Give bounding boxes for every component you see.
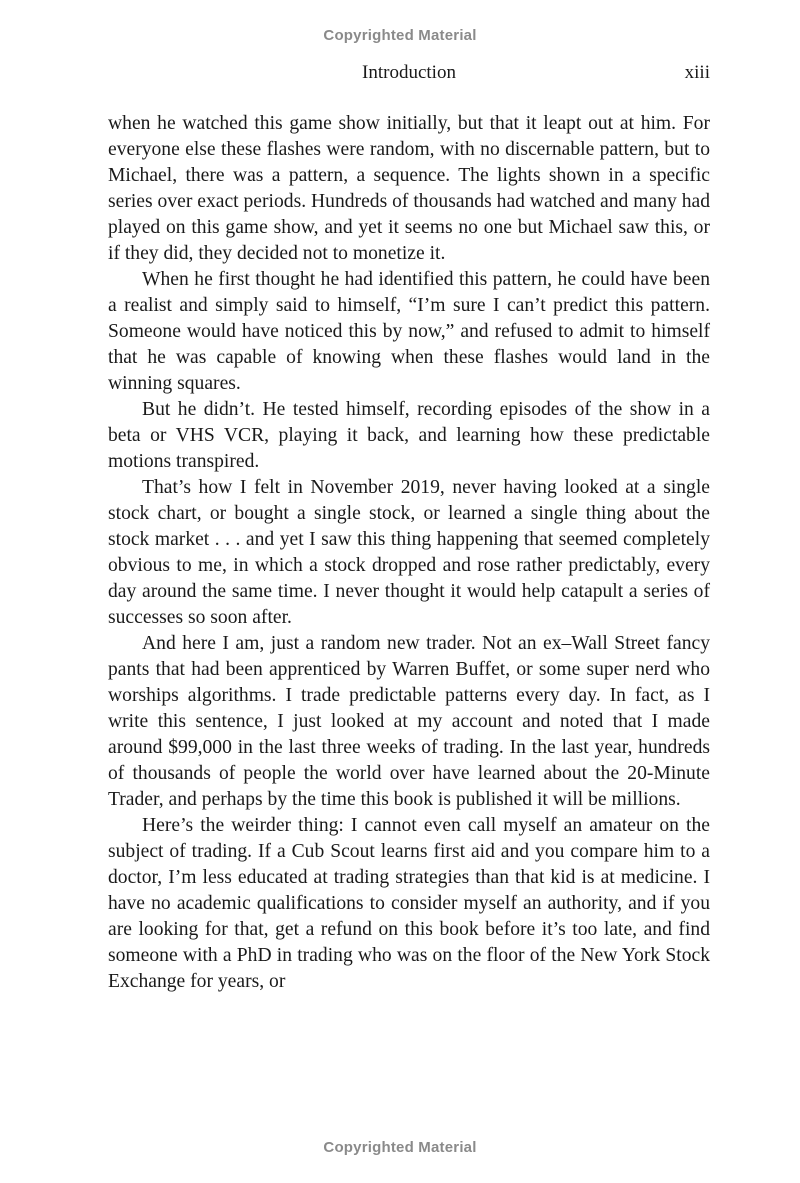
paragraph-continued: when he watched this game show initially, but that it leapt out at him. For everyone else these flashes were random, with no discernable pattern, but to Michael, there was a pattern, a sequence. The lights shown in a specific series over exact periods. Hundreds of thousands had watched and many had played on this game show, and yet it seems no one but Michael saw this, or if they did, they decided not to monetize it. — [108, 113, 710, 264]
paragraph: But he didn’t. He tested himself, recording episodes of the show in a beta or VHS VCR, playing it back, and learning how these predictable motions transpired. — [108, 399, 710, 472]
paragraph: Here’s the weirder thing: I cannot even call myself an amateur on the subject of trading. If a Cub Scout learns first aid and you compare him to a doctor, I’m less educated at trading strategies than that kid is at medicine. I have no academic qualifications to consider myself an authority, and if you are looking for that, get a refund on this book before it’s too late, and find someone with a PhD in trading who was on the floor of the New York Stock Exchange for years, or — [108, 815, 710, 992]
paragraph: When he first thought he had identified this pattern, he could have been a realist and simply said to himself, “I’m sure I can’t predict this pattern. Someone would have noticed this by now,” and refused to admit to himself that he was capable of knowing when these flashes would land in the winning squares. — [108, 269, 710, 394]
running-head — [108, 62, 710, 88]
copyright-watermark-top: Copyrighted Material — [323, 27, 477, 44]
copyright-watermark-bottom: Copyrighted Material — [323, 1139, 477, 1156]
chapter-title: Introduction — [362, 62, 456, 83]
paragraph: That’s how I felt in November 2019, never having looked at a single stock chart, or bought a single stock, or learned a single thing about the stock market . . . and yet I saw this thing happening that seemed completely obvious to me, in which a stock dropped and rose rather predictably, every day around the same time. I never thought it would help catapult a series of successes so soon after. — [108, 477, 710, 628]
body-text — [108, 111, 710, 995]
paragraph: And here I am, just a random new trader. Not an ex–Wall Street fancy pants that had been apprenticed by Warren Buffet, or some super nerd who worships algorithms. I trade predictable patterns every day. In fact, as I write this sentence, I just looked at my account and noted that I made around $99,000 in the last three weeks of trading. In the last year, hundreds of thousands of people the world over have learned about the 20-Minute Trader, and perhaps by the time this book is published it will be millions. — [108, 633, 710, 810]
page-number: xiii — [684, 62, 710, 83]
